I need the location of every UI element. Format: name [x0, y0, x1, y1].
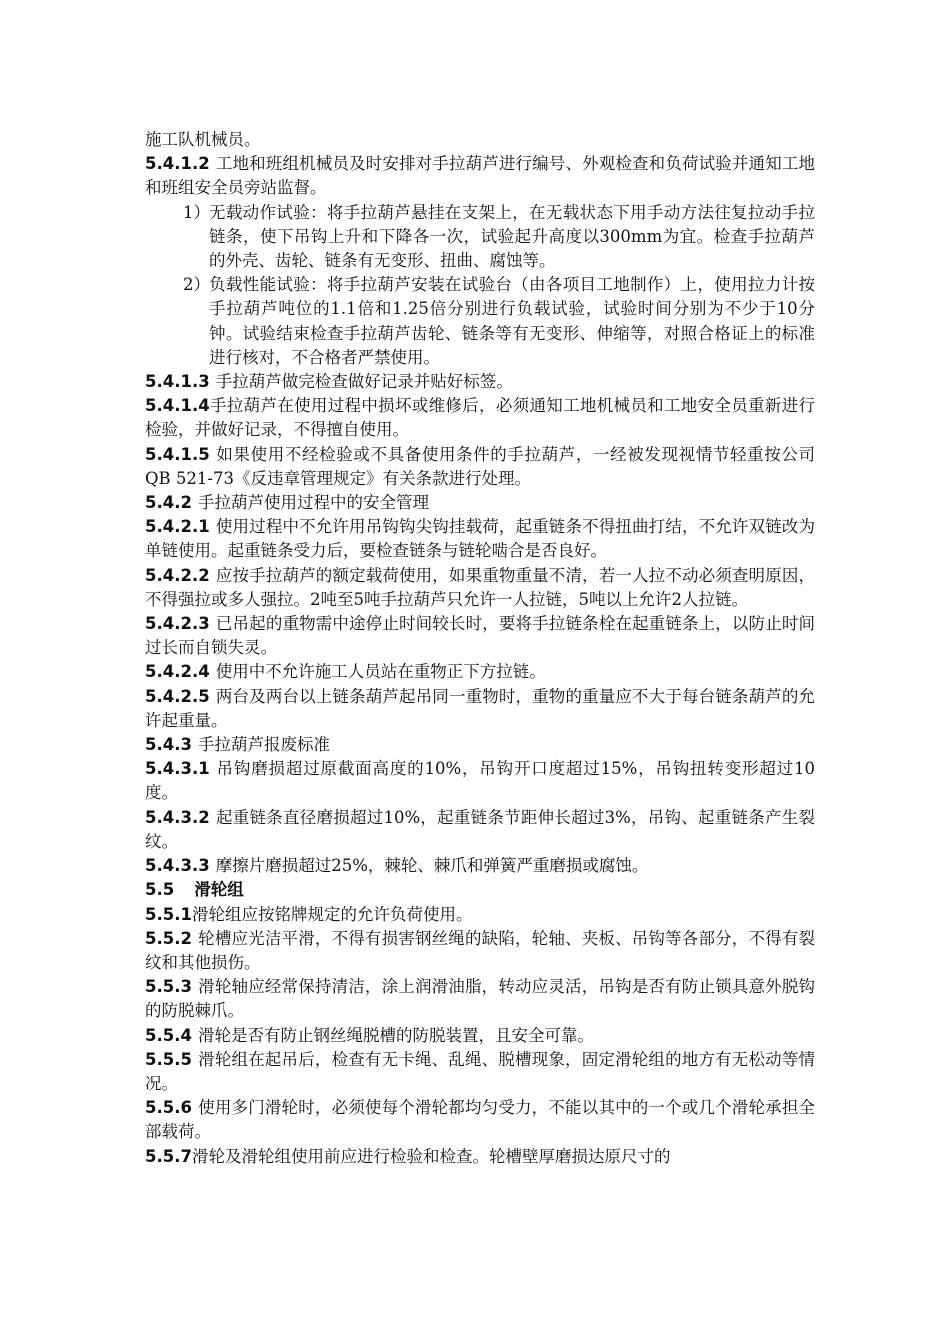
clause-text: 使用多门滑轮时，必须使每个滑轮都均匀受力，不能以其中的一个或几个滑轮承担全部载荷。: [145, 1098, 815, 1142]
clause-text: 手拉葫芦在使用过程中损坏或维修后，必须通知工地机械员和工地安全员重新进行检验，并做好记录，不得擅自使用。: [145, 396, 815, 440]
clause-number: 5.4.2: [145, 493, 192, 513]
clause-text: 手拉葫芦做完检查做好记录并贴好标签。: [215, 372, 513, 392]
clause-number: 5.4.3: [145, 735, 192, 755]
clause-number: 5.4.1.3: [145, 372, 210, 392]
clause-5-4-1-3: [145, 370, 815, 394]
clause-number: 5.5.6: [145, 1098, 192, 1118]
clause-5-4-2-5: [145, 685, 815, 733]
clause-text: 如果使用不经检验或不具备使用条件的手拉葫芦，一经被发现视情节轻重按公司QB 521-73《反违章管理规定》有关条款进行处理。: [145, 444, 815, 488]
clause-5-4-1-5: [145, 443, 815, 491]
clause-5-5-1: [145, 903, 815, 927]
clause-5-4-3-2: [145, 806, 815, 854]
clause-number: 5.4.3.2: [145, 807, 210, 827]
clause-5-4-1-2: [145, 152, 815, 200]
list-item: [183, 273, 815, 370]
section-title: 滑轮组: [194, 880, 244, 900]
clause-text: 工地和班组机械员及时安排对手拉葫芦进行编号、外观检查和负荷试验并通知工地和班组安全员旁站监督。: [145, 154, 815, 198]
clause-5-5-2: [145, 927, 815, 975]
clause-5-5-3: [145, 975, 815, 1023]
clause-number: 5.4.2.1: [145, 517, 210, 537]
list-text: 无载动作试验：将手拉葫芦悬挂在支架上，在无载状态下用手动方法往复拉动手拉链条，使下吊钩上升和下降各一次，试验起升高度以300mm为宜。检查手拉葫芦的外壳、齿轮、链条有无变形、扭曲、腐蚀等。: [209, 202, 815, 271]
clause-number: 5.4.2.2: [145, 565, 210, 585]
clause-5-5-7: [145, 1145, 815, 1169]
clause-number: 5.5.1: [145, 904, 192, 924]
clause-5-4-2-2: [145, 564, 815, 612]
list-marker: 1）: [183, 202, 210, 222]
clause-5-4-2-3: [145, 612, 815, 660]
list-marker: 2）: [183, 275, 210, 295]
clause-5-4-3-3: [145, 854, 815, 878]
clause-text: 滑轮及滑轮组使用前应进行检验和检查。轮槽壁厚磨损达原尺寸的: [191, 1146, 671, 1166]
clause-text: 摩擦片磨损超过25%，棘轮、棘爪和弹簧严重磨损或腐蚀。: [215, 856, 649, 876]
section-number: 5.5: [145, 880, 175, 900]
clause-5-5-6: [145, 1096, 815, 1144]
clause-number: 5.4.3.3: [145, 856, 210, 876]
clause-number: 5.5.2: [145, 928, 192, 948]
clause-number: 5.4.1.2: [145, 154, 210, 174]
paragraph-intro: 施工队机械员。: [145, 130, 261, 149]
clause-5-4-1-4: [145, 394, 815, 442]
clause-text: 轮槽应光洁平滑，不得有损害钢丝绳的缺陷，轮轴、夹板、吊钩等各部分，不得有裂纹和其他损伤。: [145, 928, 815, 972]
clause-5-4-2-1: [145, 515, 815, 563]
clause-text: 手拉葫芦报废标准: [197, 735, 330, 755]
document-page: [145, 128, 815, 1169]
clause-text: 滑轮组应按铭牌规定的允许负荷使用。: [191, 904, 473, 924]
clause-number: 5.4.2.3: [145, 614, 210, 634]
clause-number: 5.4.3.1: [145, 759, 210, 779]
clause-text: 吊钩磨损超过原截面高度的10%，吊钩开口度超过15%，吊钩扭转变形超过10度。: [145, 759, 815, 803]
clause-text: 滑轮轴应经常保持清洁，涂上润滑油脂，转动应灵活，吊钩是否有防止锁具意外脱钩的防脱棘爪。: [145, 977, 815, 1021]
clause-5-5-4: [145, 1024, 815, 1048]
clause-text: 已吊起的重物需中途停止时间较长时，要将手拉链条栓在起重链条上，以防止时间过长而自锁失灵。: [145, 614, 815, 658]
section-heading-5-5: [145, 878, 815, 902]
clause-text: 应按手拉葫芦的额定载荷使用，如果重物重量不清，若一人拉不动必须查明原因，不得强拉或多人强拉。2吨至5吨手拉葫芦只允许一人拉链，5吨以上允许2人拉链。: [145, 565, 815, 609]
clause-5-4-3: [145, 733, 815, 757]
clause-text: 使用过程中不允许用吊钩钩尖钩挂载荷，起重链条不得扭曲打结，不允许双链改为单链使用。起重链条受力后，要检查链条与链轮啮合是否良好。: [145, 517, 815, 561]
clause-text: 滑轮是否有防止钢丝绳脱槽的防脱装置，且安全可靠。: [197, 1025, 594, 1045]
clause-number: 5.4.2.5: [145, 686, 210, 706]
clause-number: 5.5.3: [145, 977, 192, 997]
clause-number: 5.5.4: [145, 1025, 192, 1045]
clause-5-4-2: [145, 491, 815, 515]
clause-5-4-2-4: [145, 660, 815, 684]
clause-number: 5.5.7: [145, 1146, 192, 1166]
list-item: [183, 201, 815, 274]
clause-number: 5.4.1.5: [145, 444, 210, 464]
clause-text: 起重链条直径磨损超过10%，起重链条节距伸长超过3%，吊钩、起重链条产生裂纹。: [145, 807, 815, 851]
clause-number: 5.4.2.4: [145, 662, 210, 682]
clause-text: 滑轮组在起吊后，检查有无卡绳、乱绳、脱槽现象，固定滑轮组的地方有无松动等情况。: [145, 1049, 815, 1093]
list-text: 负载性能试验：将手拉葫芦安装在试验台（由各项目工地制作）上，使用拉力计按手拉葫芦吨位的1.1倍和1.25倍分别进行负载试验，试验时间分别为不少于10分钟。试验结束检查手拉葫芦齿轮、链条等有无变形、伸缩等，对照合格证上的标准进行核对，不合格者严禁使用。: [209, 275, 815, 367]
clause-text: 使用中不允许施工人员站在重物正下方拉链。: [215, 662, 546, 682]
clause-text: 两台及两台以上链条葫芦起吊同一重物时，重物的重量应不大于每台链条葫芦的允许起重量。: [145, 686, 815, 730]
clause-5-5-5: [145, 1048, 815, 1096]
clause-number: 5.5.5: [145, 1049, 192, 1069]
clause-text: 手拉葫芦使用过程中的安全管理: [197, 493, 429, 513]
clause-5-4-3-1: [145, 757, 815, 805]
clause-number: 5.4.1.4: [145, 396, 210, 416]
